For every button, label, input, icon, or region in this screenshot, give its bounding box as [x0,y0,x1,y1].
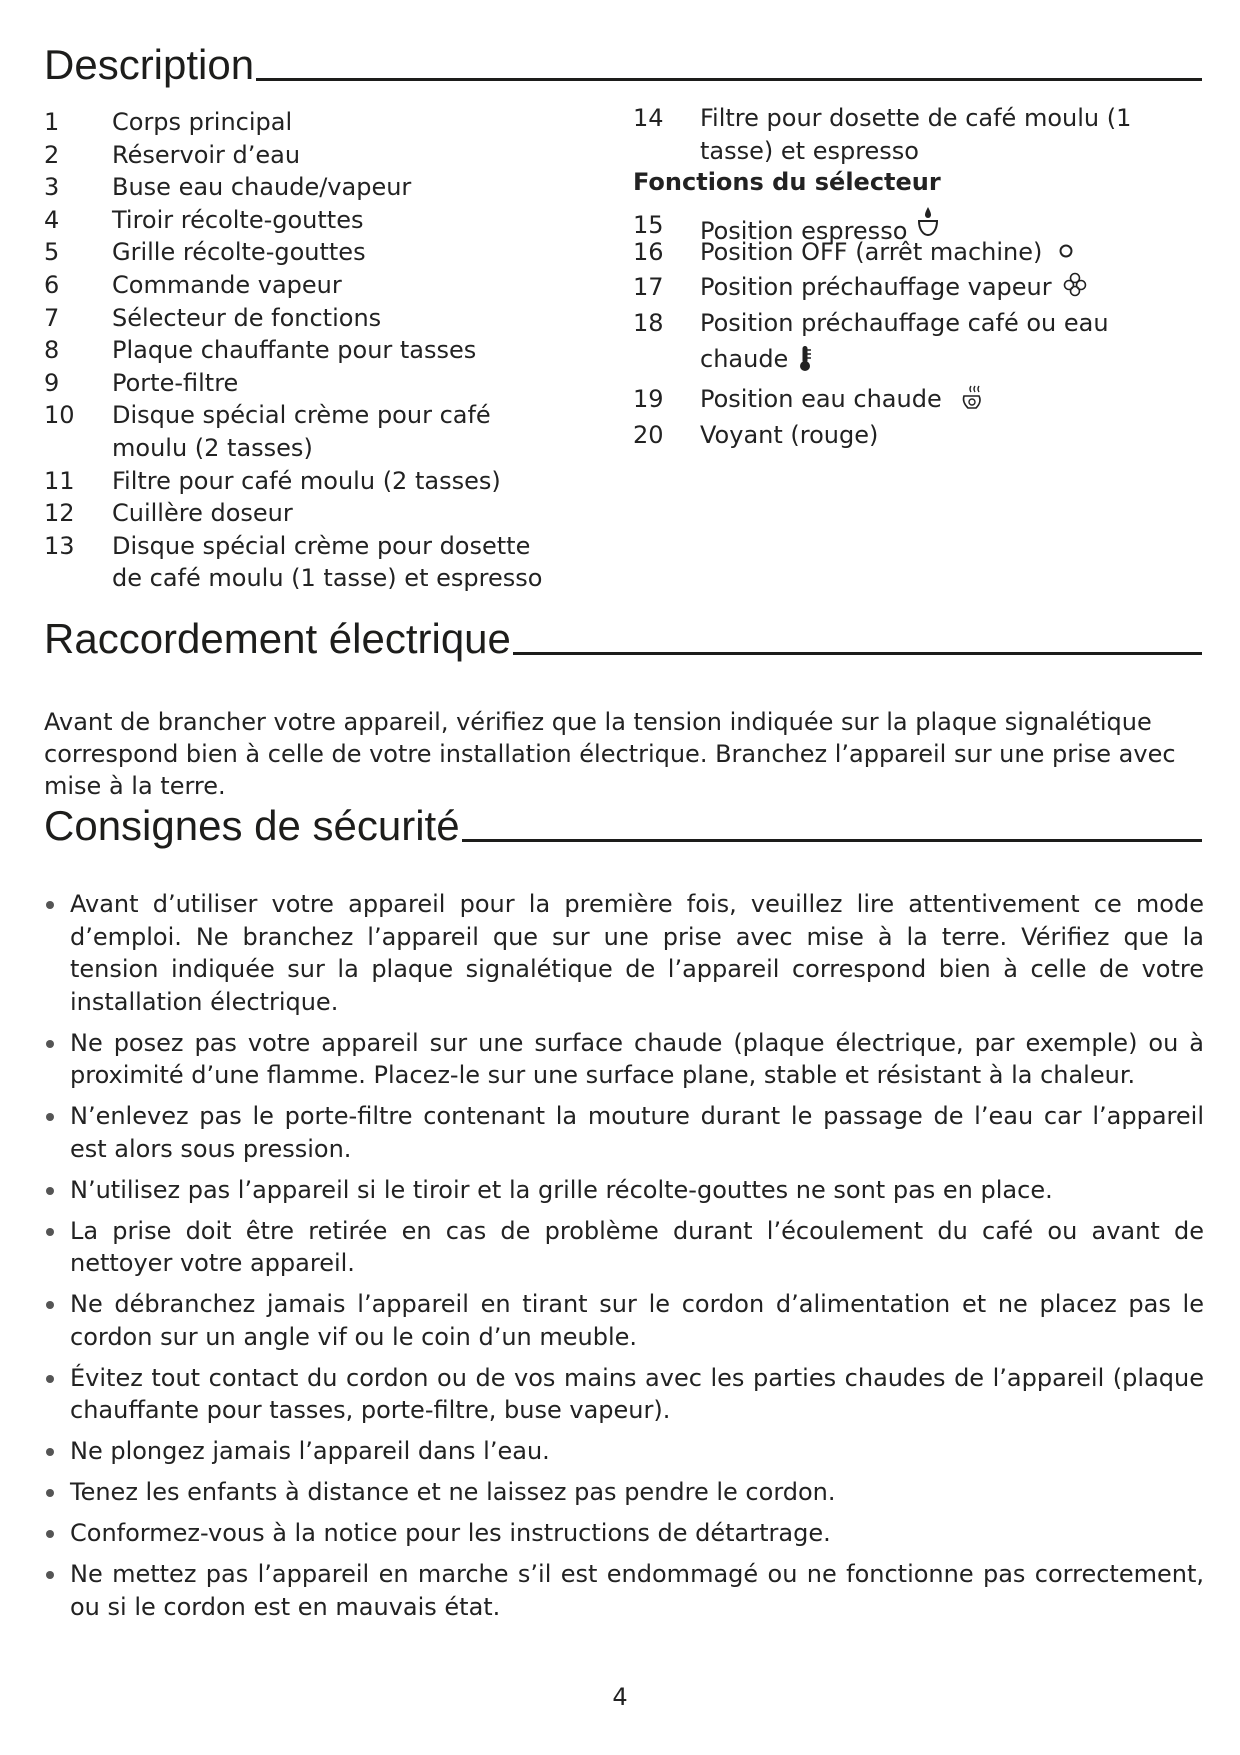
electrical-paragraph: Avant de brancher votre appareil, vérifiez que la tension indiquée sur la plaque signalétique correspond bien à celle de votre installation électrique. Branchez l’appareil sur une prise avec mise à la terre. [44,708,1176,800]
item-number: 12 [44,499,75,528]
heading-rule [256,78,1202,81]
item-text: Commande vapeur [112,270,342,299]
heading-rule [462,839,1202,842]
item-number: 20 [633,421,664,449]
item-text: Position espresso [700,217,908,245]
item-text: Position préchauffage vapeur [700,273,1052,301]
list-item [633,235,1190,270]
item-text: Porte-filtre [112,368,239,397]
list-item [44,302,564,335]
list-item [44,1558,1204,1623]
item-text: Plaque chauffante pour tasses [112,336,477,365]
item-text: N’utilisez pas l’appareil si le tiroir et la grille récolte-gouttes ne sont pas en place. [70,1175,1053,1204]
list-item [44,465,564,498]
list-item [633,102,1193,167]
bullet-icon [46,1040,54,1048]
list-item [44,1476,1204,1509]
description-heading [44,41,1202,88]
item-text: Ne mettez pas l’appareil en marche s’il est endommagé ou ne fonctionne pas correctement, ou si le cordon est en mauvais état. [70,1560,1204,1621]
bullet-icon [46,1530,54,1538]
item-text: Sélecteur de fonctions [112,303,382,332]
item-text: Tenez les enfants à distance et ne laissez pas pendre le cordon. [70,1478,836,1506]
item-text: Position eau chaude [700,385,942,413]
list-item [44,497,564,530]
selector-heading: Fonctions du sélecteur [633,168,941,196]
steam-icon [1062,271,1088,299]
safety-list [44,888,1204,1632]
list-item [44,1288,1204,1353]
list-item [44,530,564,595]
item-text: Voyant (rouge) [700,421,879,449]
item-number: 15 [633,211,664,239]
list-item [44,236,564,269]
item-number: 3 [44,173,60,202]
page-number: 4 [612,1683,628,1711]
list-item [633,305,1190,377]
bullet-icon [46,1301,54,1309]
list-item [44,1517,1204,1550]
item-text: N’enlevez pas le porte-filtre contenant la mouture durant le passage de l’eau car l’appareil est alors sous pression. [70,1102,1204,1163]
item-text: Conformez-vous à la notice pour les instructions de détartrage. [70,1519,831,1547]
item-number: 19 [633,385,664,413]
item-number: 17 [633,273,664,301]
item-text: Corps principal [112,108,293,136]
item-text: Tiroir récolte-gouttes [112,205,364,234]
list-item [44,204,564,237]
list-item [44,1174,1204,1207]
item-number: 13 [44,531,75,560]
item-text: Buse eau chaude/vapeur [112,173,412,202]
item-text: Réservoir d’eau [112,140,301,169]
list-item [44,1100,1204,1165]
item-number: 5 [44,238,60,267]
bullet-icon [46,1571,54,1579]
item-text: Ne posez pas votre appareil sur une surface chaude (plaque électrique, par exemple) ou à proximité d’une flamme. Placez-le sur une surface plane, stable et résistant à la chaleur. [70,1028,1204,1089]
item-number: 4 [44,205,60,234]
bullet-icon [46,901,54,909]
list-item [44,171,564,204]
list-item [44,1362,1204,1427]
list-item [633,270,1190,305]
item-number: 8 [44,336,60,365]
item-text: Position préchauffage café ou eau chaude [700,309,1109,373]
item-text: Avant d’utiliser votre appareil pour la première fois, veuillez lire attentivement ce mode d’emploi. Ne branchez l’appareil que sur une prise avec mise à la terre. Vérifiez que la tension indiquée sur la plaque signalétique de l’appareil correspond bien à celle de votre installation électrique. [70,890,1204,1016]
heading-rule [513,652,1202,655]
item-number: 16 [633,238,664,266]
list-item [44,1435,1204,1468]
list-item [633,381,1190,417]
bullet-icon [46,1375,54,1383]
item-text: Disque spécial crème pour café moulu (2 tasses) [112,401,491,462]
item-text: Position OFF (arrêt machine) [700,238,1043,266]
description-title: Description [44,41,255,88]
hot-water-icon [960,384,986,412]
item-text: Cuillère doseur [112,499,293,528]
item-number: 11 [44,466,75,495]
item-number: 18 [633,309,664,337]
bullet-icon [46,1228,54,1236]
item-text: Filtre pour dosette de café moulu (1 tasse) et espresso [700,104,1132,165]
item-text: Grille récolte-gouttes [112,238,366,267]
list-item [44,139,564,172]
list-item [633,207,1190,245]
thermometer-icon [798,344,812,372]
bullet-icon [46,1448,54,1456]
bullet-icon [46,1489,54,1497]
list-item [44,106,564,139]
list-item [44,888,1204,1018]
item-number: 10 [44,401,75,430]
item-number: 6 [44,270,60,299]
off-circle-icon [1056,241,1076,261]
safety-heading [44,802,1202,849]
list-item [633,417,1190,453]
bullet-icon [46,1113,54,1121]
list-item [44,1027,1204,1092]
item-text: La prise doit être retirée en cas de problème durant l’écoulement du café ou avant de nettoyer votre appareil. [70,1216,1204,1277]
item-text: Ne plongez jamais l’appareil dans l’eau. [70,1437,550,1465]
item-text: Ne débranchez jamais l’appareil en tirant sur le cordon d’alimentation et ne placez pas le cordon sur un angle vif ou le coin d’un meuble. [70,1290,1204,1351]
selector-list [633,207,1190,453]
item-text: Disque spécial crème pour dosette de café moulu (1 tasse) et espresso [112,531,543,593]
list-item [44,1215,1204,1280]
electrical-heading [44,615,1202,662]
list-item [44,269,564,302]
description-list-right [633,102,1193,167]
item-text: Évitez tout contact du cordon ou de vos mains avec les parties chaudes de l’appareil (plaque chauffante pour tasses, porte-filtre, buse vapeur). [70,1363,1204,1424]
list-item [44,367,564,400]
item-number: 14 [633,104,664,132]
item-number: 2 [44,140,60,169]
electrical-title: Raccordement électrique [44,615,511,662]
description-list-left [44,106,564,595]
item-number: 9 [44,368,60,397]
item-text: Filtre pour café moulu (2 tasses) [112,466,501,495]
item-number: 1 [44,108,60,136]
list-item [44,399,564,464]
list-item [44,334,564,367]
item-number: 7 [44,303,60,332]
safety-title: Consignes de sécurité [44,802,460,849]
bullet-icon [46,1187,54,1195]
